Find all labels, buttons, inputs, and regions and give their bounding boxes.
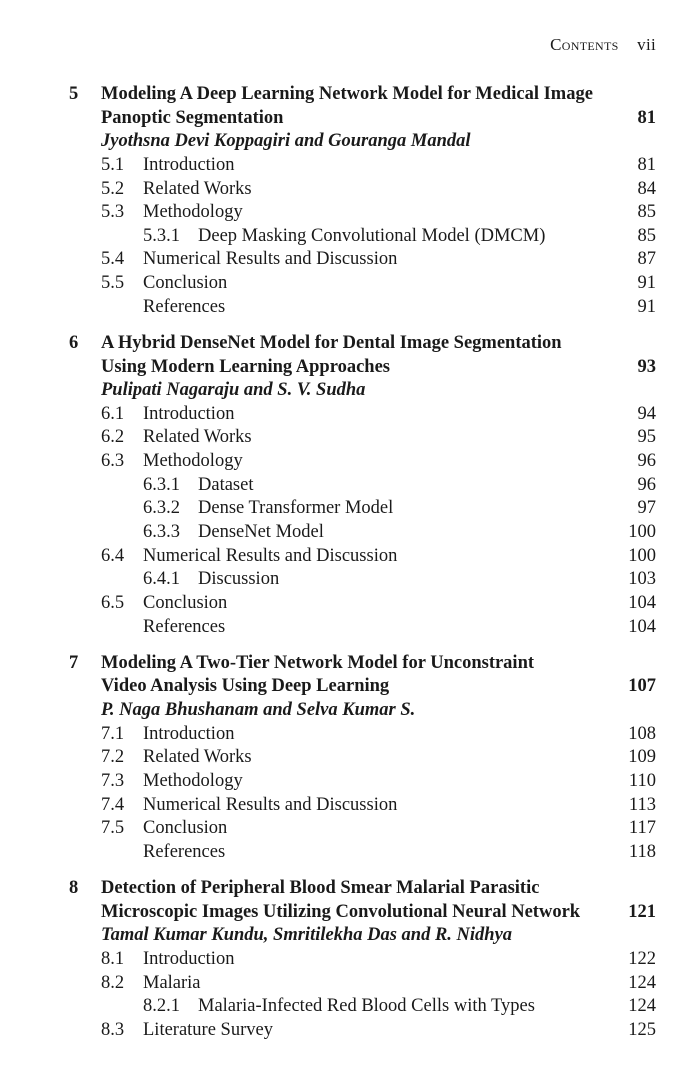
chapter-number: 6 xyxy=(69,332,79,353)
running-header-section: Contents xyxy=(550,35,619,54)
toc-section[interactable] xyxy=(0,948,699,972)
chapter-number: 8 xyxy=(69,878,79,898)
toc-section[interactable] xyxy=(0,272,699,296)
toc-subsection[interactable] xyxy=(0,474,699,498)
entry-title[interactable]: Malaria-Infected Red Blood Cells with Types xyxy=(198,996,535,1017)
entry-title[interactable]: References xyxy=(143,296,226,317)
toc-section[interactable] xyxy=(0,723,699,747)
entry-number: 8.1 xyxy=(101,948,125,969)
toc-section[interactable] xyxy=(0,770,699,794)
entry-number: 5.4 xyxy=(101,249,125,270)
chapter-title[interactable]: Modeling A Two-Tier Network Model for Unconstraint xyxy=(101,652,535,673)
chapter-title-row[interactable] xyxy=(0,877,699,901)
chapter-authors: Jyothsna Devi Koppagiri and Gouranga Mandal xyxy=(101,131,471,152)
entry-page: 100 xyxy=(628,522,656,543)
entry-title[interactable]: Related Works xyxy=(143,747,252,768)
entry-page: 124 xyxy=(628,996,656,1017)
entry-title[interactable]: Malaria xyxy=(143,972,201,993)
toc-section[interactable] xyxy=(0,817,699,841)
entry-number: 5.3 xyxy=(101,202,125,223)
entry-page: 104 xyxy=(628,592,656,613)
entry-title[interactable]: Methodology xyxy=(143,451,243,472)
entry-title[interactable]: Conclusion xyxy=(143,273,228,294)
chapter-title-row[interactable] xyxy=(0,107,699,131)
chapter-page: 81 xyxy=(637,107,656,128)
entry-title[interactable]: References xyxy=(143,841,226,862)
entry-page: 109 xyxy=(628,747,656,768)
entry-title[interactable]: Conclusion xyxy=(143,818,228,839)
toc-section[interactable] xyxy=(0,154,699,178)
entry-number: 5.3.1 xyxy=(143,225,180,246)
entry-page: 81 xyxy=(637,154,656,175)
entry-title[interactable]: Dataset xyxy=(198,474,254,495)
entry-title[interactable]: DenseNet Model xyxy=(198,522,324,543)
entry-number: 5.5 xyxy=(101,273,125,294)
entry-page: 118 xyxy=(628,841,656,862)
chapter-title-row[interactable] xyxy=(0,356,699,380)
entry-title[interactable]: Introduction xyxy=(143,403,235,424)
toc-section[interactable] xyxy=(0,450,699,474)
entry-number: 6.2 xyxy=(101,427,125,448)
toc-subsection[interactable] xyxy=(0,497,699,521)
chapter-number: 7 xyxy=(69,652,79,673)
entry-page: 85 xyxy=(637,202,656,223)
toc-section[interactable] xyxy=(0,746,699,770)
entry-page: 117 xyxy=(628,818,656,839)
entry-number: 7.3 xyxy=(101,770,125,791)
chapter-title[interactable]: Detection of Peripheral Blood Smear Malarial Parasitic xyxy=(101,878,540,898)
toc-subsection[interactable] xyxy=(0,225,699,249)
entry-page: 91 xyxy=(637,296,656,317)
toc-section[interactable] xyxy=(0,201,699,225)
entry-page: 85 xyxy=(637,225,656,246)
entry-page: 84 xyxy=(637,178,656,199)
chapter-page: 93 xyxy=(637,356,656,377)
chapter-page: 107 xyxy=(628,676,656,697)
chapter-authors-row xyxy=(0,130,699,154)
toc-section[interactable] xyxy=(0,248,699,272)
entry-number: 6.3.2 xyxy=(143,498,180,519)
entry-page: 96 xyxy=(637,451,656,472)
toc-subsection[interactable] xyxy=(0,568,699,592)
entry-title[interactable]: Methodology xyxy=(143,770,243,791)
chapter-page: 121 xyxy=(628,901,656,922)
chapter-title-row[interactable] xyxy=(0,652,699,676)
entry-title[interactable]: Discussion xyxy=(198,569,280,590)
toc-section[interactable] xyxy=(0,794,699,818)
entry-page: 108 xyxy=(628,723,656,744)
toc-section[interactable] xyxy=(0,296,699,320)
entry-page: 125 xyxy=(628,1019,656,1040)
entry-number: 6.1 xyxy=(101,403,125,424)
toc-section[interactable] xyxy=(0,178,699,202)
entry-title[interactable]: Introduction xyxy=(143,948,235,969)
page-number: vii xyxy=(637,35,656,54)
entry-number: 7.5 xyxy=(101,818,125,839)
chapter-title[interactable]: Using Modern Learning Approaches xyxy=(101,356,391,377)
toc-section[interactable] xyxy=(0,972,699,996)
chapter-title[interactable]: Panoptic Segmentation xyxy=(101,107,284,128)
entry-title[interactable]: Literature Survey xyxy=(143,1019,273,1040)
entry-number: 5.2 xyxy=(101,178,125,199)
entry-title[interactable]: Introduction xyxy=(143,154,235,175)
chapter-authors-row xyxy=(0,924,699,948)
chapter-authors: Tamal Kumar Kundu, Smritilekha Das and R. Nidhya xyxy=(101,925,513,946)
entry-title[interactable]: Related Works xyxy=(143,427,252,448)
entry-page: 122 xyxy=(628,948,656,969)
toc-chapter xyxy=(0,332,699,639)
entry-number: 6.4 xyxy=(101,545,125,566)
toc-chapter xyxy=(0,877,699,1042)
entry-title[interactable]: Dense Transformer Model xyxy=(198,498,394,519)
entry-page: 96 xyxy=(637,474,656,495)
entry-title[interactable]: Methodology xyxy=(143,202,243,223)
entry-title[interactable]: Numerical Results and Discussion xyxy=(143,794,398,815)
chapter-title-row[interactable] xyxy=(0,83,699,107)
toc-subsection[interactable] xyxy=(0,995,699,1019)
chapter-authors-row xyxy=(0,379,699,403)
chapter-title[interactable]: A Hybrid DenseNet Model for Dental Image Segmentation xyxy=(101,332,562,353)
toc-subsection[interactable] xyxy=(0,521,699,545)
chapter-title-row[interactable] xyxy=(0,901,699,925)
toc-section[interactable] xyxy=(0,616,699,640)
entry-number: 6.3 xyxy=(101,451,125,472)
entry-title[interactable]: Deep Masking Convolutional Model (DMCM) xyxy=(198,225,546,246)
entry-title[interactable]: References xyxy=(143,616,226,637)
entry-page: 95 xyxy=(637,427,656,448)
toc-section[interactable] xyxy=(0,426,699,450)
entry-number: 5.1 xyxy=(101,154,125,175)
entry-number: 7.1 xyxy=(101,723,125,744)
chapter-authors: Pulipati Nagaraju and S. V. Sudha xyxy=(101,380,366,401)
entry-page: 110 xyxy=(628,770,656,791)
entry-number: 7.4 xyxy=(101,794,125,815)
chapter-title[interactable]: Video Analysis Using Deep Learning xyxy=(101,676,390,697)
entry-title[interactable]: Numerical Results and Discussion xyxy=(143,545,398,566)
entry-page: 124 xyxy=(628,972,656,993)
table-of-contents xyxy=(0,83,699,1055)
entry-number: 7.2 xyxy=(101,747,125,768)
chapter-authors-row xyxy=(0,699,699,723)
entry-page: 97 xyxy=(637,498,656,519)
chapter-title-row[interactable] xyxy=(0,675,699,699)
entry-page: 94 xyxy=(637,403,656,424)
toc-section[interactable] xyxy=(0,1019,699,1043)
entry-number: 8.3 xyxy=(101,1019,125,1040)
entry-page: 100 xyxy=(628,545,656,566)
entry-number: 6.3.3 xyxy=(143,522,180,543)
chapter-authors: P. Naga Bhushanam and Selva Kumar S. xyxy=(101,700,416,721)
entry-page: 113 xyxy=(628,794,656,815)
entry-number: 6.4.1 xyxy=(143,569,180,590)
entry-page: 103 xyxy=(628,569,656,590)
entry-page: 91 xyxy=(637,273,656,294)
entry-title[interactable]: Introduction xyxy=(143,723,235,744)
entry-title[interactable]: Conclusion xyxy=(143,592,228,613)
toc-section[interactable] xyxy=(0,841,699,865)
toc-section[interactable] xyxy=(0,592,699,616)
chapter-title-row[interactable] xyxy=(0,332,699,356)
chapter-number: 5 xyxy=(69,84,79,104)
running-header xyxy=(550,35,656,55)
entry-number: 6.5 xyxy=(101,592,125,613)
entry-number: 8.2 xyxy=(101,972,125,993)
toc-section[interactable] xyxy=(0,545,699,569)
chapter-title[interactable]: Microscopic Images Utilizing Convolutional Neural Network xyxy=(101,901,581,922)
entry-number: 6.3.1 xyxy=(143,474,180,495)
entry-title[interactable]: Numerical Results and Discussion xyxy=(143,249,398,270)
entry-page: 104 xyxy=(628,616,656,637)
entry-title[interactable]: Related Works xyxy=(143,178,252,199)
chapter-title[interactable]: Modeling A Deep Learning Network Model for Medical Image xyxy=(101,84,593,104)
toc-chapter xyxy=(0,83,699,319)
entry-number: 8.2.1 xyxy=(143,996,180,1017)
entry-page: 87 xyxy=(637,249,656,270)
toc-section[interactable] xyxy=(0,403,699,427)
toc-chapter xyxy=(0,652,699,865)
